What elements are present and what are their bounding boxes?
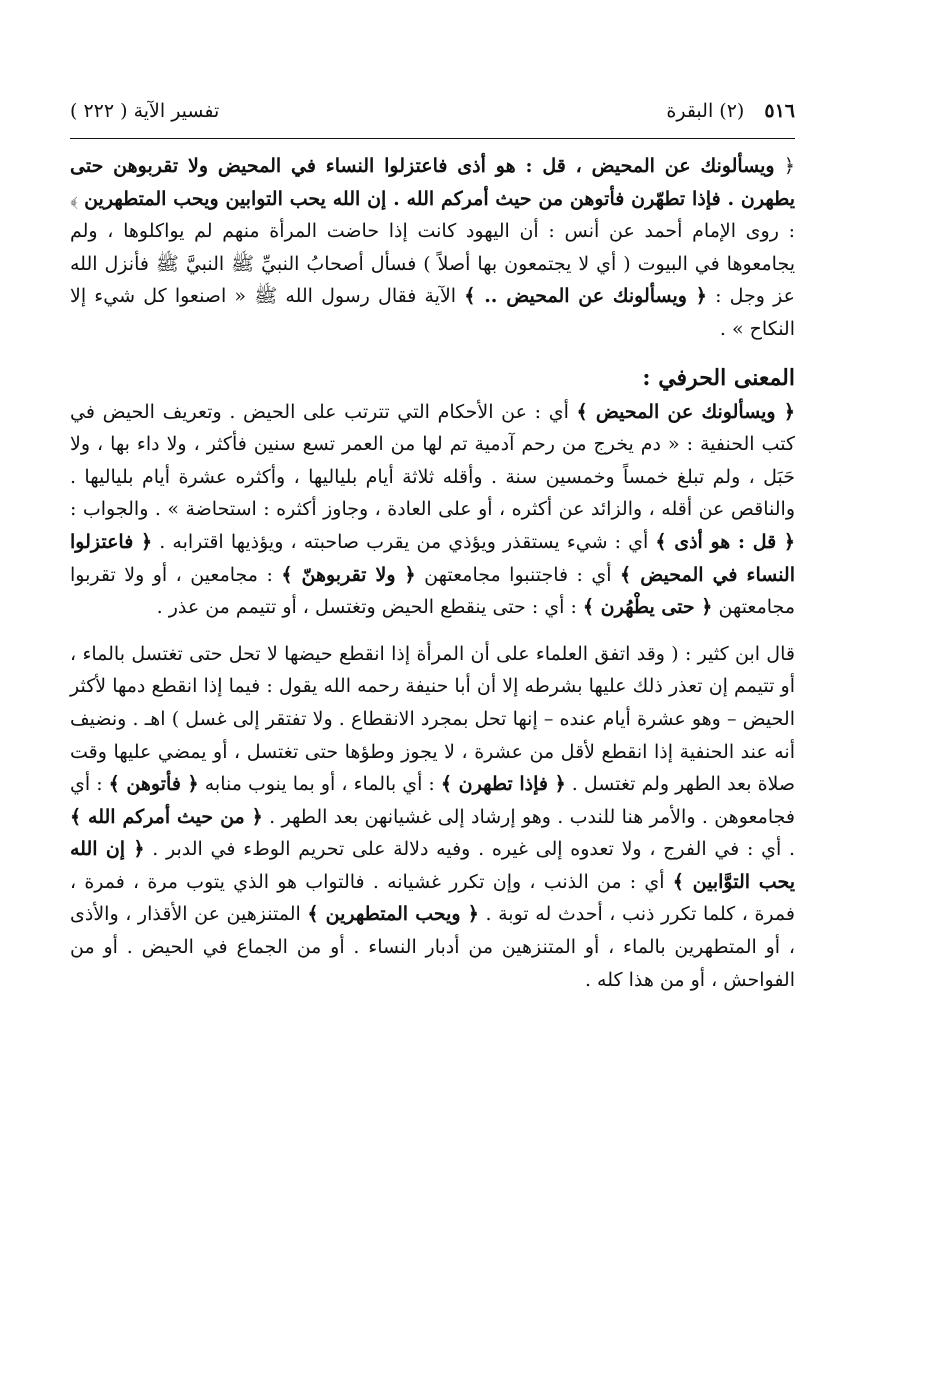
kathir-text-0: قال ابن كثير : ( وقد اتفق العلماء على أن المرأة إذا انقطع حيضها لا تحل حتى تغتسل بالماء ، أو تتيمم إن تعذر ذلك عليها بشرطه إلا أن أبا حنيفة رحمه الله يقول : فيما إذا انقطع دمها لأكثر الحيض – وهو عشرة أيام عنده – إنها تحل بمجرد الانقطاع . ولا تفتقر إلى غسل ) اهـ . ونضيف أنه عند الحنفية إذا انقطع لأقل من عشرة ، لا يجوز وطؤها حتى تغتسل ، أو يمضي عليها وقت صلاة بعد الطهر ولم تغتسل . <box>70 642 795 796</box>
kathir-text-4: أي : من الذنب ، وإن تكرر غشيانه . فالتواب هو الذي يتوب مرة ، فمرة ، فمرة ، كلما تكرر ذنب ، أحدث له توبة . <box>70 870 795 926</box>
verse-close-bracket: ﴾ <box>70 187 78 210</box>
text-4: : مجامعين ، أو ولا تقربوا مجامعتهن <box>70 563 795 619</box>
page-number: ٥١٦ <box>764 100 795 122</box>
kathir-quote-1: ﴿ فإذا تطهرن ﴾ <box>440 773 566 796</box>
text-1: أي : عن الأحكام التي تترتب على الحيض . وتعريف الحيض في كتب الحنفية : « دم يخرج من رحم آدمية تم لها من العمر تسع سنين فأكثر ، ولا داء بها ، ولا حَبَل ، ولم تبلغ خمساً وخمسين سنة . وأقله ثلاثة أيام بلياليها ، وأكثره عشرة أيام بلياليها . والناقص عن أقله ، والزائد عن أكثره ، أو على العادة ، وجاوز أكثره : استحاضة » . والجواب : <box>70 400 795 521</box>
text-3: أي : فاجتنبوا مجامعتهن <box>424 563 612 586</box>
kathir-quote-5: ﴿ ويحب المتطهرين ﴾ <box>307 903 479 926</box>
text-5: : أي : حتى ينقطع الحيض وتغتسل ، أو تتيمم من عذر . <box>156 596 577 619</box>
kathir-text-5: المتنزهين عن الأقذار ، والأذى ، أو المتطهرين بالماء ، أو المتنزهين من أدبار النساء . أو من الجماع في الحيض . أو من الفواحش ، أو من هذا كله . <box>70 903 795 991</box>
verse-open-bracket: ﴿ <box>783 155 795 177</box>
text-2: أي : شيء يستقذر ويؤذي من يقرب صاحبته ، ويؤذيها اقترابه . <box>159 530 649 553</box>
quote-2: ﴿ قل : هو أذى ﴾ <box>655 530 795 553</box>
kathir-quote-4: ﴿ إن الله يحب التوَّابين ﴾ <box>70 838 795 893</box>
quote-4: ﴿ ولا تقربوهنّ ﴾ <box>281 563 416 586</box>
intro-quote: ﴿ ويسألونك عن المحيض .. ﴾ <box>464 285 707 308</box>
header-right <box>666 100 795 122</box>
page-header <box>70 96 795 126</box>
intro-text: : روى الإمام أحمد عن أنس : أن اليهود كانت إذا حاضت المرأة منهم لم يواكلوها ، ولم يجامعوها في البيوت ( أي لا يجتمعون بها أصلاً ) فسأل أصحابُ النبيِّ ﷺ النبيَّ ﷺ فأنزل الله عز وجل : <box>70 220 795 308</box>
section-heading: المعنى الحرفي : <box>642 364 795 391</box>
quote-5: ﴿ حتى يطْهُرن ﴾ <box>582 596 713 619</box>
kathir-text-1: : أي بالماء ، أو بما ينوب منابه <box>204 773 435 796</box>
verse-text: ويسألونك عن المحيض ، قل : هو أذى فاعتزلوا النساء في المحيض ولا تقربوهن حتى يطهرن . فإذا تطهّرن فأتوهن من حيث أمركم الله . إن الله يحب التوابين ويحب المتطهرين <box>70 155 795 210</box>
quote-3: ﴿ فاعتزلوا النساء في المحيض ﴾ <box>70 530 795 586</box>
ibn-kathir-paragraph <box>70 638 795 997</box>
verse-paragraph <box>70 150 795 346</box>
surah-name: (٢) البقرة <box>666 100 745 122</box>
kathir-quote-2: ﴿ فأتوهن ﴾ <box>108 773 199 796</box>
intro-end: الآية فقال رسول الله ﷺ « اصنعوا كل شيء إلا النكاح » . <box>70 285 795 340</box>
section-title: تفسير الآية ( ٢٢٢ ) <box>70 100 220 122</box>
page-body <box>70 150 795 996</box>
kathir-quote-3: ﴿ من حيث أمركم الله ﴾ <box>70 805 263 828</box>
header-divider <box>70 138 795 139</box>
quote-1: ﴿ ويسألونك عن المحيض ﴾ <box>576 400 795 423</box>
meaning-paragraph <box>70 396 795 624</box>
kathir-text-2: : أي فجامعوهن . والأمر هنا للندب . وهو إرشاد إلى غشيانهن بعد الطهر . <box>70 773 795 828</box>
kathir-text-3: . أي : في الفرج ، ولا تعدوه إلى غيره . وفيه دلالة على تحريم الوطء في الدبر . <box>152 838 796 861</box>
